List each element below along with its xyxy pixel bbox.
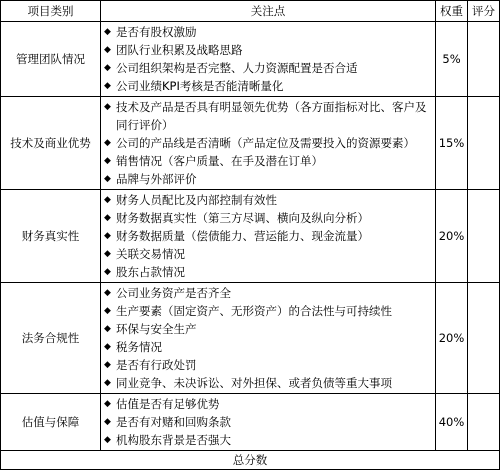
diamond-bullet-icon: ◆ — [104, 138, 111, 148]
weight-cell: 20% — [436, 190, 468, 283]
focus-cell — [101, 190, 436, 283]
diamond-bullet-icon: ◆ — [104, 174, 111, 184]
table-row-financial — [1, 190, 500, 283]
focus-cell — [101, 283, 436, 394]
category-cell: 技术及商业优势 — [1, 97, 101, 190]
list-item: ◆ 技术及产品是否具有明显领先优势（各方面指标对比、客户及同行评价） — [104, 100, 427, 132]
list-item: ◆ 税务情况 — [104, 340, 162, 354]
table-row-legal — [1, 283, 500, 394]
diamond-bullet-icon: ◆ — [104, 399, 111, 409]
category-cell: 财务真实性 — [1, 190, 101, 283]
list-item: ◆ 估值是否有足够优势 — [104, 397, 220, 411]
header-focus: 关注点 — [101, 1, 436, 22]
header-row — [1, 1, 500, 22]
list-item: ◆ 关联交易情况 — [104, 247, 185, 261]
diamond-bullet-icon: ◆ — [104, 306, 111, 316]
list-item: ◆ 环保与安全生产 — [104, 322, 197, 336]
score-cell — [468, 190, 500, 283]
diamond-bullet-icon: ◆ — [104, 267, 111, 277]
list-item: ◆ 机构股东背景是否强大 — [104, 433, 231, 447]
list-item: ◆ 同业竞争、未决诉讼、对外担保、或者负债等重大事项 — [104, 376, 392, 390]
diamond-bullet-icon: ◆ — [104, 435, 111, 445]
diamond-bullet-icon: ◆ — [104, 288, 111, 298]
category-cell: 估值与保障 — [1, 394, 101, 451]
diamond-bullet-icon: ◆ — [104, 27, 111, 37]
focus-cell — [101, 22, 436, 97]
diamond-bullet-icon: ◆ — [104, 81, 111, 91]
focus-cell — [101, 394, 436, 451]
weight-cell: 40% — [436, 394, 468, 451]
list-item: ◆ 财务数据质量（偿债能力、营运能力、现金流量） — [104, 229, 369, 243]
header-category: 项目类别 — [1, 1, 101, 22]
list-item: ◆ 财务数据真实性（第三方尽调、横向及纵向分析） — [104, 211, 369, 225]
category-cell: 管理团队情况 — [1, 22, 101, 97]
diamond-bullet-icon: ◆ — [104, 342, 111, 352]
score-cell — [468, 394, 500, 451]
diamond-bullet-icon: ◆ — [104, 417, 111, 427]
list-item: ◆ 财务人员配比及内部控制有效性 — [104, 193, 277, 207]
list-item: ◆ 品牌与外部评价 — [104, 172, 197, 186]
diamond-bullet-icon: ◆ — [104, 63, 111, 73]
weight-cell: 5% — [436, 22, 468, 97]
list-item: ◆ 公司的产品线是否清晰（产品定位及需要投入的资源要素） — [104, 136, 415, 150]
diamond-bullet-icon: ◆ — [104, 249, 111, 259]
table-row-valuation — [1, 394, 500, 451]
list-item: ◆ 团队行业积累及战略思路 — [104, 43, 243, 57]
list-item: ◆ 公司组织架构是否完整、人力资源配置是否合适 — [104, 61, 358, 75]
table-row-management — [1, 22, 500, 97]
diamond-bullet-icon: ◆ — [104, 156, 111, 166]
diamond-bullet-icon: ◆ — [104, 324, 111, 334]
list-item: ◆ 是否有对赌和回购条款 — [104, 415, 231, 429]
score-cell — [468, 283, 500, 394]
diamond-bullet-icon: ◆ — [104, 360, 111, 370]
list-item: ◆ 是否有行政处罚 — [104, 358, 197, 372]
list-item: ◆ 是否有股权激励 — [104, 25, 197, 39]
diamond-bullet-icon: ◆ — [104, 45, 111, 55]
weight-cell: 20% — [436, 283, 468, 394]
diamond-bullet-icon: ◆ — [104, 213, 111, 223]
score-cell — [468, 22, 500, 97]
diamond-bullet-icon: ◆ — [104, 195, 111, 205]
total-row — [1, 451, 500, 470]
weight-cell: 15% — [436, 97, 468, 190]
category-cell: 法务合规性 — [1, 283, 101, 394]
focus-cell — [101, 97, 436, 190]
list-item: ◆ 股东占款情况 — [104, 265, 185, 279]
header-score: 评分 — [468, 1, 500, 22]
header-weight: 权重 — [436, 1, 468, 22]
diamond-bullet-icon: ◆ — [104, 102, 111, 112]
diamond-bullet-icon: ◆ — [104, 231, 111, 241]
total-score-label: 总分数 — [1, 451, 500, 470]
list-item: ◆ 生产要素（固定资产、无形资产）的合法性与可持续性 — [104, 304, 392, 318]
list-item: ◆ 公司业务资产是否齐全 — [104, 286, 231, 300]
score-cell — [468, 97, 500, 190]
list-item: ◆ 公司业绩KPI考核是否能清晰量化 — [104, 79, 284, 93]
list-item: ◆ 销售情况（客户质量、在手及潜在订单） — [104, 154, 323, 168]
table-row-tech-business — [1, 97, 500, 190]
diamond-bullet-icon: ◆ — [104, 378, 111, 388]
